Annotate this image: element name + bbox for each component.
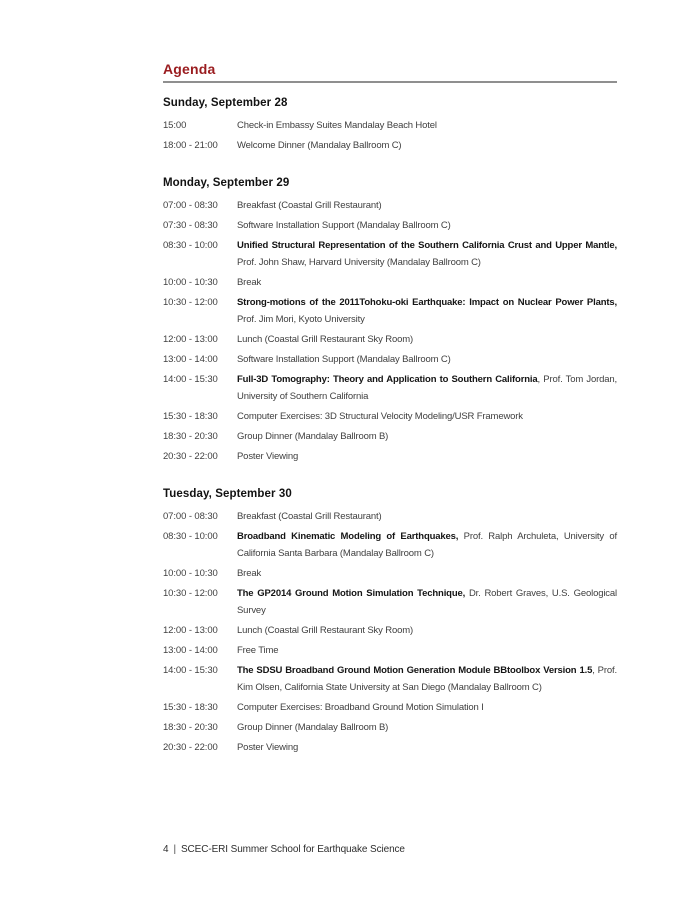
page-footer	[163, 843, 405, 856]
agenda-time: 13:00 - 14:00	[163, 354, 218, 365]
agenda-row	[163, 331, 617, 348]
agenda-description	[237, 622, 617, 639]
agenda-item-detail: Poster Viewing	[237, 742, 299, 753]
agenda-row	[163, 274, 617, 291]
agenda-row	[163, 528, 617, 562]
agenda-time: 14:00 - 15:30	[163, 374, 218, 385]
agenda-time: 15:00	[163, 120, 187, 131]
agenda-time: 20:30 - 22:00	[163, 742, 218, 753]
agenda-time: 07:30 - 08:30	[163, 220, 218, 231]
page-title: Agenda	[163, 61, 216, 77]
agenda-row	[163, 622, 617, 639]
agenda-item-detail: Poster Viewing	[237, 451, 299, 462]
agenda-time: 10:00 - 10:30	[163, 568, 218, 579]
agenda-row	[163, 237, 617, 271]
agenda-description	[237, 217, 617, 234]
section-rows	[163, 117, 617, 154]
agenda-row	[163, 351, 617, 368]
agenda-time: 10:00 - 10:30	[163, 277, 218, 288]
agenda-item-detail: Prof. John Shaw, Harvard University (Mandalay Ballroom C)	[237, 257, 481, 268]
agenda-description	[237, 408, 617, 425]
agenda-row	[163, 371, 617, 405]
agenda-item-detail: Break	[237, 568, 262, 579]
agenda-description	[237, 137, 617, 154]
agenda-row	[163, 408, 617, 425]
agenda-row	[163, 719, 617, 736]
agenda-time: 10:30 - 12:00	[163, 588, 218, 599]
agenda-description	[237, 699, 617, 716]
agenda-item-detail: Software Installation Support (Mandalay Ballroom C)	[237, 220, 451, 231]
section-rows	[163, 508, 617, 756]
agenda-time: 14:00 - 15:30	[163, 665, 218, 676]
agenda-item-detail: Group Dinner (Mandalay Ballroom B)	[237, 722, 389, 733]
agenda-description	[237, 528, 617, 562]
footer-separator: |	[173, 844, 176, 855]
agenda-time: 18:30 - 20:30	[163, 722, 218, 733]
agenda-description	[237, 428, 617, 445]
agenda-item-title: The GP2014 Ground Motion Simulation Technique,	[237, 588, 466, 599]
document-content	[163, 61, 617, 759]
agenda-item-detail: Breakfast (Coastal Grill Restaurant)	[237, 511, 382, 522]
agenda-description	[237, 371, 617, 405]
agenda-item-detail: Dr. Robert Graves, U.S. Geological Survey	[237, 588, 617, 616]
title-rule	[163, 81, 617, 83]
agenda-row	[163, 217, 617, 234]
agenda-item-detail: , Prof. Kim Olsen, California State University at San Diego (Mandalay Ballroom C)	[237, 665, 617, 693]
agenda-description	[237, 662, 617, 696]
agenda-row	[163, 428, 617, 445]
agenda-time: 20:30 - 22:00	[163, 451, 218, 462]
agenda-item-title: Unified Structural Representation of the Southern California Crust and Upper Mantle,	[237, 240, 617, 251]
agenda-item-detail: Free Time	[237, 645, 279, 656]
agenda-item-detail: Check-in Embassy Suites Mandalay Beach Hotel	[237, 120, 437, 131]
agenda-section	[163, 96, 617, 154]
agenda-description	[237, 237, 617, 271]
agenda-description	[237, 565, 617, 582]
agenda-time: 15:30 - 18:30	[163, 702, 218, 713]
section-heading: Monday, September 29	[163, 177, 290, 189]
agenda-item-title: Strong-motions of the 2011Tohoku-oki Earthquake: Impact on Nuclear Power Plants,	[237, 297, 617, 308]
agenda-time: 08:30 - 10:00	[163, 240, 218, 251]
agenda-time: 12:00 - 13:00	[163, 334, 218, 345]
agenda-item-detail: Welcome Dinner (Mandalay Ballroom C)	[237, 140, 402, 151]
agenda-time: 07:00 - 08:30	[163, 511, 218, 522]
agenda-item-title: The SDSU Broadband Ground Motion Generation Module BBtoolbox Version 1.5	[237, 665, 593, 676]
section-heading: Tuesday, September 30	[163, 488, 292, 500]
agenda-item-detail: Group Dinner (Mandalay Ballroom B)	[237, 431, 389, 442]
agenda-row	[163, 699, 617, 716]
agenda-item-detail: Break	[237, 277, 262, 288]
agenda-description	[237, 197, 617, 214]
agenda-row	[163, 739, 617, 756]
agenda-description	[237, 448, 617, 465]
section-heading: Sunday, September 28	[163, 97, 288, 109]
agenda-description	[237, 117, 617, 134]
agenda-sections	[163, 96, 617, 756]
agenda-row	[163, 662, 617, 696]
section-rows	[163, 197, 617, 465]
agenda-description	[237, 274, 617, 291]
agenda-item-detail: Breakfast (Coastal Grill Restaurant)	[237, 200, 382, 211]
agenda-description	[237, 739, 617, 756]
agenda-row	[163, 448, 617, 465]
agenda-item-detail: Prof. Jim Mori, Kyoto University	[237, 314, 365, 325]
agenda-row	[163, 117, 617, 134]
agenda-description	[237, 642, 617, 659]
agenda-description	[237, 331, 617, 348]
agenda-row	[163, 294, 617, 328]
agenda-row	[163, 642, 617, 659]
agenda-item-detail: Lunch (Coastal Grill Restaurant Sky Room)	[237, 625, 414, 636]
agenda-description	[237, 719, 617, 736]
agenda-item-detail: Software Installation Support (Mandalay Ballroom C)	[237, 354, 451, 365]
agenda-row	[163, 565, 617, 582]
agenda-time: 18:30 - 20:30	[163, 431, 218, 442]
agenda-item-title: Broadband Kinematic Modeling of Earthquakes,	[237, 531, 459, 542]
agenda-time: 10:30 - 12:00	[163, 297, 218, 308]
agenda-row	[163, 585, 617, 619]
page-number: 4	[163, 844, 169, 855]
agenda-row	[163, 197, 617, 214]
agenda-section	[163, 487, 617, 756]
agenda-time: 13:00 - 14:00	[163, 645, 218, 656]
agenda-row	[163, 508, 617, 525]
agenda-time: 07:00 - 08:30	[163, 200, 218, 211]
agenda-time: 12:00 - 13:00	[163, 625, 218, 636]
agenda-time: 15:30 - 18:30	[163, 411, 218, 422]
agenda-description	[237, 508, 617, 525]
agenda-time: 08:30 - 10:00	[163, 531, 218, 542]
agenda-item-detail: Lunch (Coastal Grill Restaurant Sky Room)	[237, 334, 414, 345]
agenda-item-detail: Computer Exercises: 3D Structural Velocity Modeling/USR Framework	[237, 411, 523, 422]
agenda-time: 18:00 - 21:00	[163, 140, 218, 151]
agenda-section	[163, 176, 617, 465]
footer-text: SCEC-ERI Summer School for Earthquake Science	[180, 844, 405, 855]
agenda-item-title: Full-3D Tomography: Theory and Application to Southern California	[237, 374, 538, 385]
agenda-description	[237, 351, 617, 368]
agenda-item-detail: Computer Exercises: Broadband Ground Motion Simulation I	[237, 702, 484, 713]
agenda-item-detail: , Prof. Tom Jordan, University of Southern California	[237, 374, 617, 402]
agenda-description	[237, 585, 617, 619]
agenda-item-detail: Prof. Ralph Archuleta, University of California Santa Barbara (Mandalay Ballroom C)	[237, 531, 618, 559]
agenda-description	[237, 294, 617, 328]
agenda-row	[163, 137, 617, 154]
